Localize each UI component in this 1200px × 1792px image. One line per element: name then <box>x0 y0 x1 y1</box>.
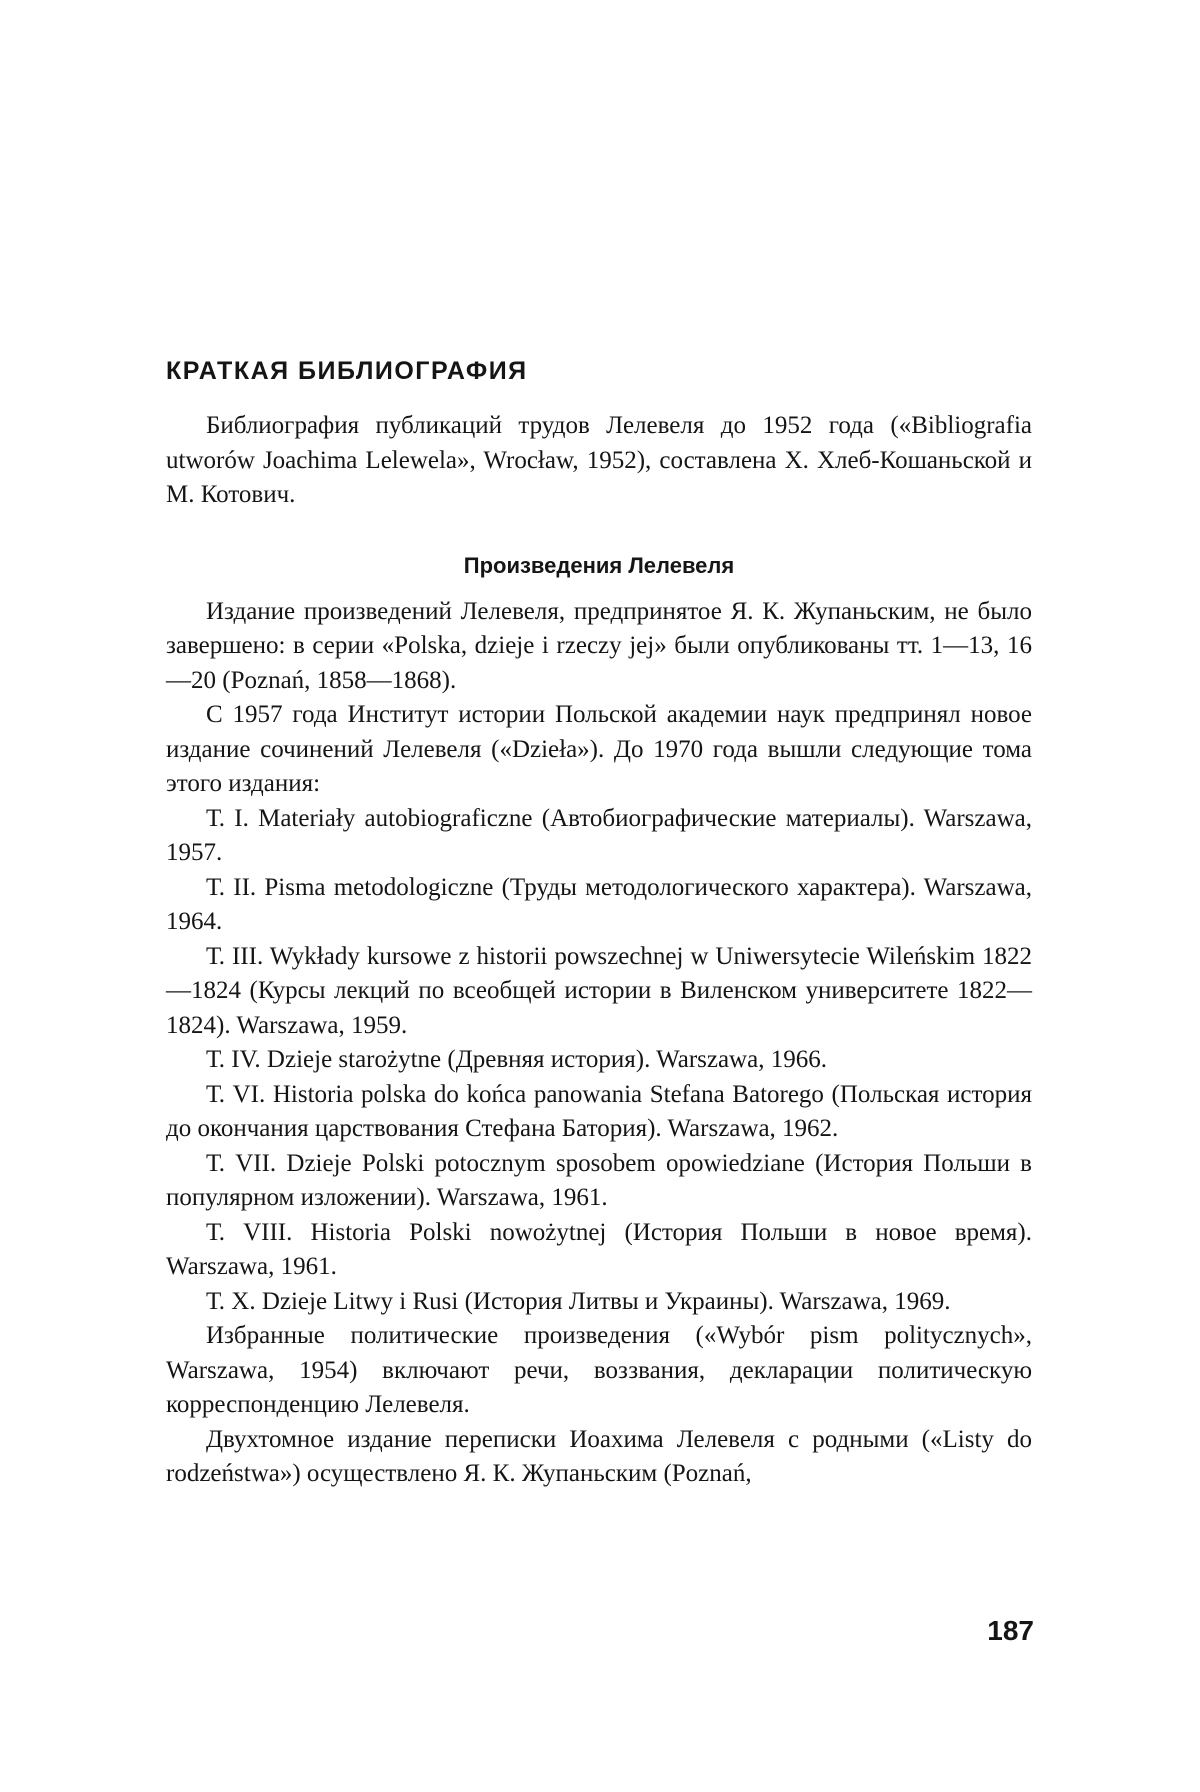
volume-entry: Т. II. Pisma metodologiczne (Труды методологического характера). Warszawa, 1964. <box>166 871 1032 940</box>
volume-entry: Т. III. Wykłady kursowe z historii powszechnej w Uniwersytecie Wileńskim 1822—1824 (Курсы лекций по всеобщей истории в Виленском университете 1822—1824). Warszawa, 1959. <box>166 940 1032 1044</box>
volume-entry: Т. VI. Historia polska do końca panowania Stefana Batorego (Польская история до окончания царствования Стефана Батория). Warszawa, 1962. <box>166 1078 1032 1147</box>
paragraph-edition-academy: С 1957 года Институт истории Польской академии наук предпринял новое издание сочинений Лелевеля («Dzieła»). До 1970 года вышли следующие тома этого издания: <box>166 698 1032 802</box>
page-title: КРАТКАЯ БИБЛИОГРАФИЯ <box>166 355 1032 387</box>
book-page <box>0 0 1200 1792</box>
section-title: Произведения Лелевеля <box>166 551 1032 581</box>
volume-entry: Т. X. Dzieje Litwy i Rusi (История Литвы и Украины). Warszawa, 1969. <box>166 1285 1032 1320</box>
paragraph-correspondence: Двухтомное издание переписки Иоахима Лелевеля с родными («Listy do rodzeństwa») осуществлено Я. К. Жупаньским (Poznań, <box>166 1423 1032 1492</box>
intro-paragraph: Библиография публикаций трудов Лелевеля до 1952 года («Bibliografia utworów Joachima Lelewela», Wrocław, 1952), составлена Х. Хлеб-Кошаньской и М. Котович. <box>166 409 1032 513</box>
main-text <box>166 355 1032 1492</box>
volume-entry: Т. I. Materiały autobiograficzne (Автобиографические материалы). Warszawa, 1957. <box>166 802 1032 871</box>
volume-entry: Т. VII. Dzieje Polski potocznym sposobem opowiedziane (История Польши в популярном изложении). Warszawa, 1961. <box>166 1147 1032 1216</box>
paragraph-edition-zhupanski: Издание произведений Лелевеля, предпринятое Я. К. Жупаньским, не было завершено: в серии «Polska, dzieje i rzeczy jej» были опубликованы тт. 1—13, 16—20 (Poznań, 1858—1868). <box>166 595 1032 699</box>
page-number: 187 <box>987 1614 1034 1648</box>
volume-entry: Т. IV. Dzieje starożytne (Древняя история). Warszawa, 1966. <box>166 1043 1032 1078</box>
volume-list <box>166 802 1032 1320</box>
paragraph-political-works: Избранные политические произведения («Wybór pism politycznych», Warszawa, 1954) включают речи, воззвания, декларации политическую корреспонденцию Лелевеля. <box>166 1319 1032 1423</box>
volume-entry: Т. VIII. Historia Polski nowożytnej (История Польши в новое время). Warszawa, 1961. <box>166 1216 1032 1285</box>
